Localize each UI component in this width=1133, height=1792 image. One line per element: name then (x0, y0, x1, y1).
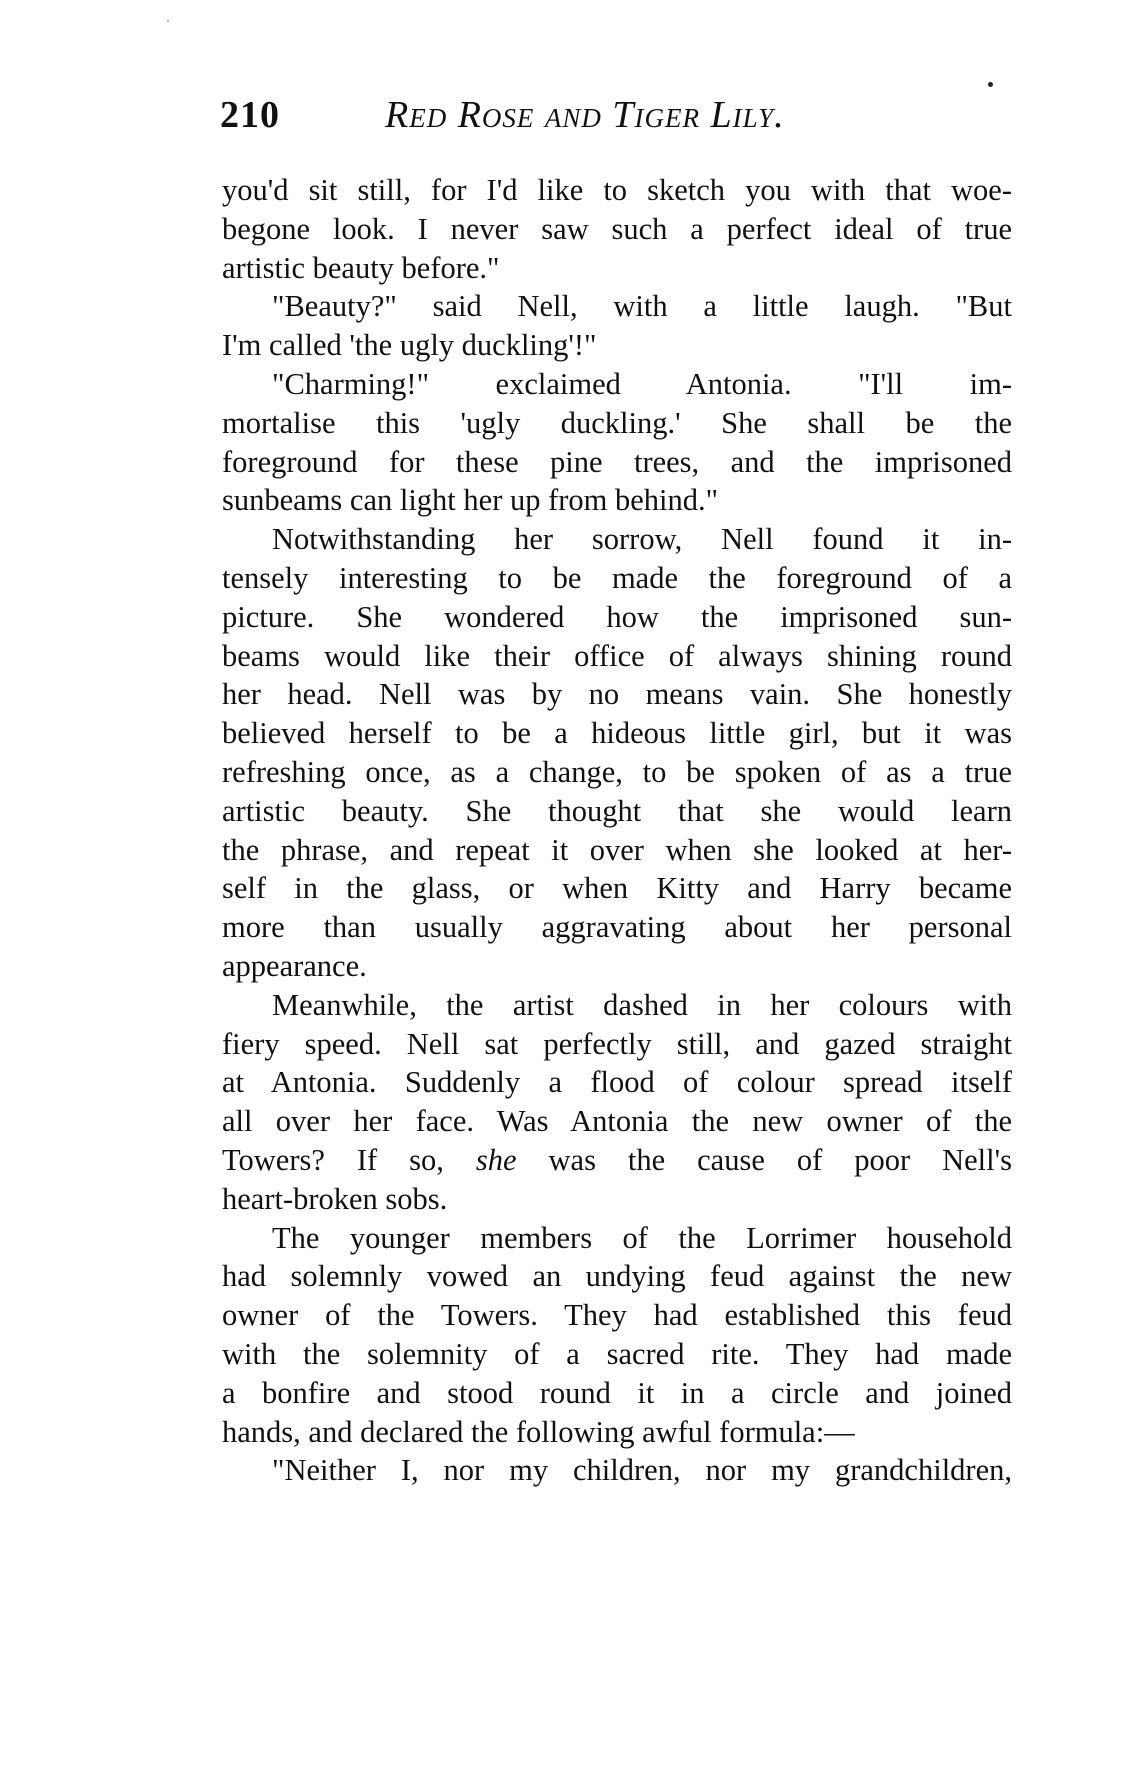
text-line: picture. She wondered how the imprisoned sun- (222, 599, 1012, 634)
text-line: more than usually aggravating about her personal (222, 910, 1012, 945)
text-line: begone look. I never saw such a perfect ideal of true (222, 211, 1012, 246)
text-line: The younger members of the Lorrimer household (272, 1220, 1012, 1255)
text-line: heart-broken sobs. (222, 1181, 448, 1216)
text-line: beams would like their office of always shining round (222, 638, 1012, 673)
text-line: "Beauty?" said Nell, with a little laugh. "But (272, 289, 1012, 324)
page-number: 210 (220, 94, 280, 136)
text-line: hands, and declared the following awful formula:— (222, 1414, 855, 1449)
text-line: had solemnly vowed an undying feud against the new (222, 1259, 1012, 1294)
ink-speck (167, 20, 169, 22)
text-line: tensely interesting to be made the foreground of a (222, 560, 1012, 595)
emphasized-word: she (475, 1142, 517, 1177)
text-line: the phrase, and repeat it over when she looked at her- (222, 832, 1012, 867)
ink-speck (988, 82, 993, 87)
text-line: her head. Nell was by no means vain. She honestly (222, 677, 1012, 712)
text-line: self in the glass, or when Kitty and Harry became (222, 871, 1012, 906)
text-line: foreground for these pine trees, and the imprisoned (222, 444, 1012, 479)
body-text (222, 171, 1012, 1490)
text-line: refreshing once, as a change, to be spoken of as a true (222, 754, 1012, 789)
text-line: "Charming!" exclaimed Antonia. "I'll im- (272, 366, 1012, 401)
running-title: Red Rose and Tiger Lily. (385, 94, 785, 136)
text-line: all over her face. Was Antonia the new owner of the (222, 1104, 1012, 1139)
text-line: appearance. (222, 948, 367, 983)
text-line: mortalise this 'ugly duckling.' She shall be the (222, 405, 1012, 440)
text-line: Notwithstanding her sorrow, Nell found it in- (272, 522, 1012, 557)
text-line: sunbeams can light her up from behind." (222, 483, 719, 518)
text-line: a bonfire and stood round it in a circle and joined (222, 1375, 1012, 1410)
text-line: owner of the Towers. They had established this feud (222, 1298, 1012, 1333)
text-line: Towers? If so, she was the cause of poor Nell's (222, 1142, 1012, 1177)
text-line: artistic beauty. She thought that she would learn (222, 793, 1012, 828)
text-line: at Antonia. Suddenly a flood of colour spread itself (222, 1065, 1012, 1100)
text-line: you'd sit still, for I'd like to sketch you with that woe- (222, 173, 1012, 207)
text-line: with the solemnity of a sacred rite. They had made (222, 1336, 1012, 1371)
text-line: I'm called 'the ugly duckling'!" (222, 328, 597, 363)
text-line: fiery speed. Nell sat perfectly still, and gazed straight (222, 1026, 1012, 1061)
running-header (220, 90, 1010, 140)
text-line: Meanwhile, the artist dashed in her colours with (272, 987, 1012, 1022)
text-line: "Neither I, nor my children, nor my grandchildren, (272, 1453, 1012, 1488)
text-line: believed herself to be a hideous little girl, but it was (222, 716, 1012, 751)
text-line: artistic beauty before." (222, 250, 500, 285)
